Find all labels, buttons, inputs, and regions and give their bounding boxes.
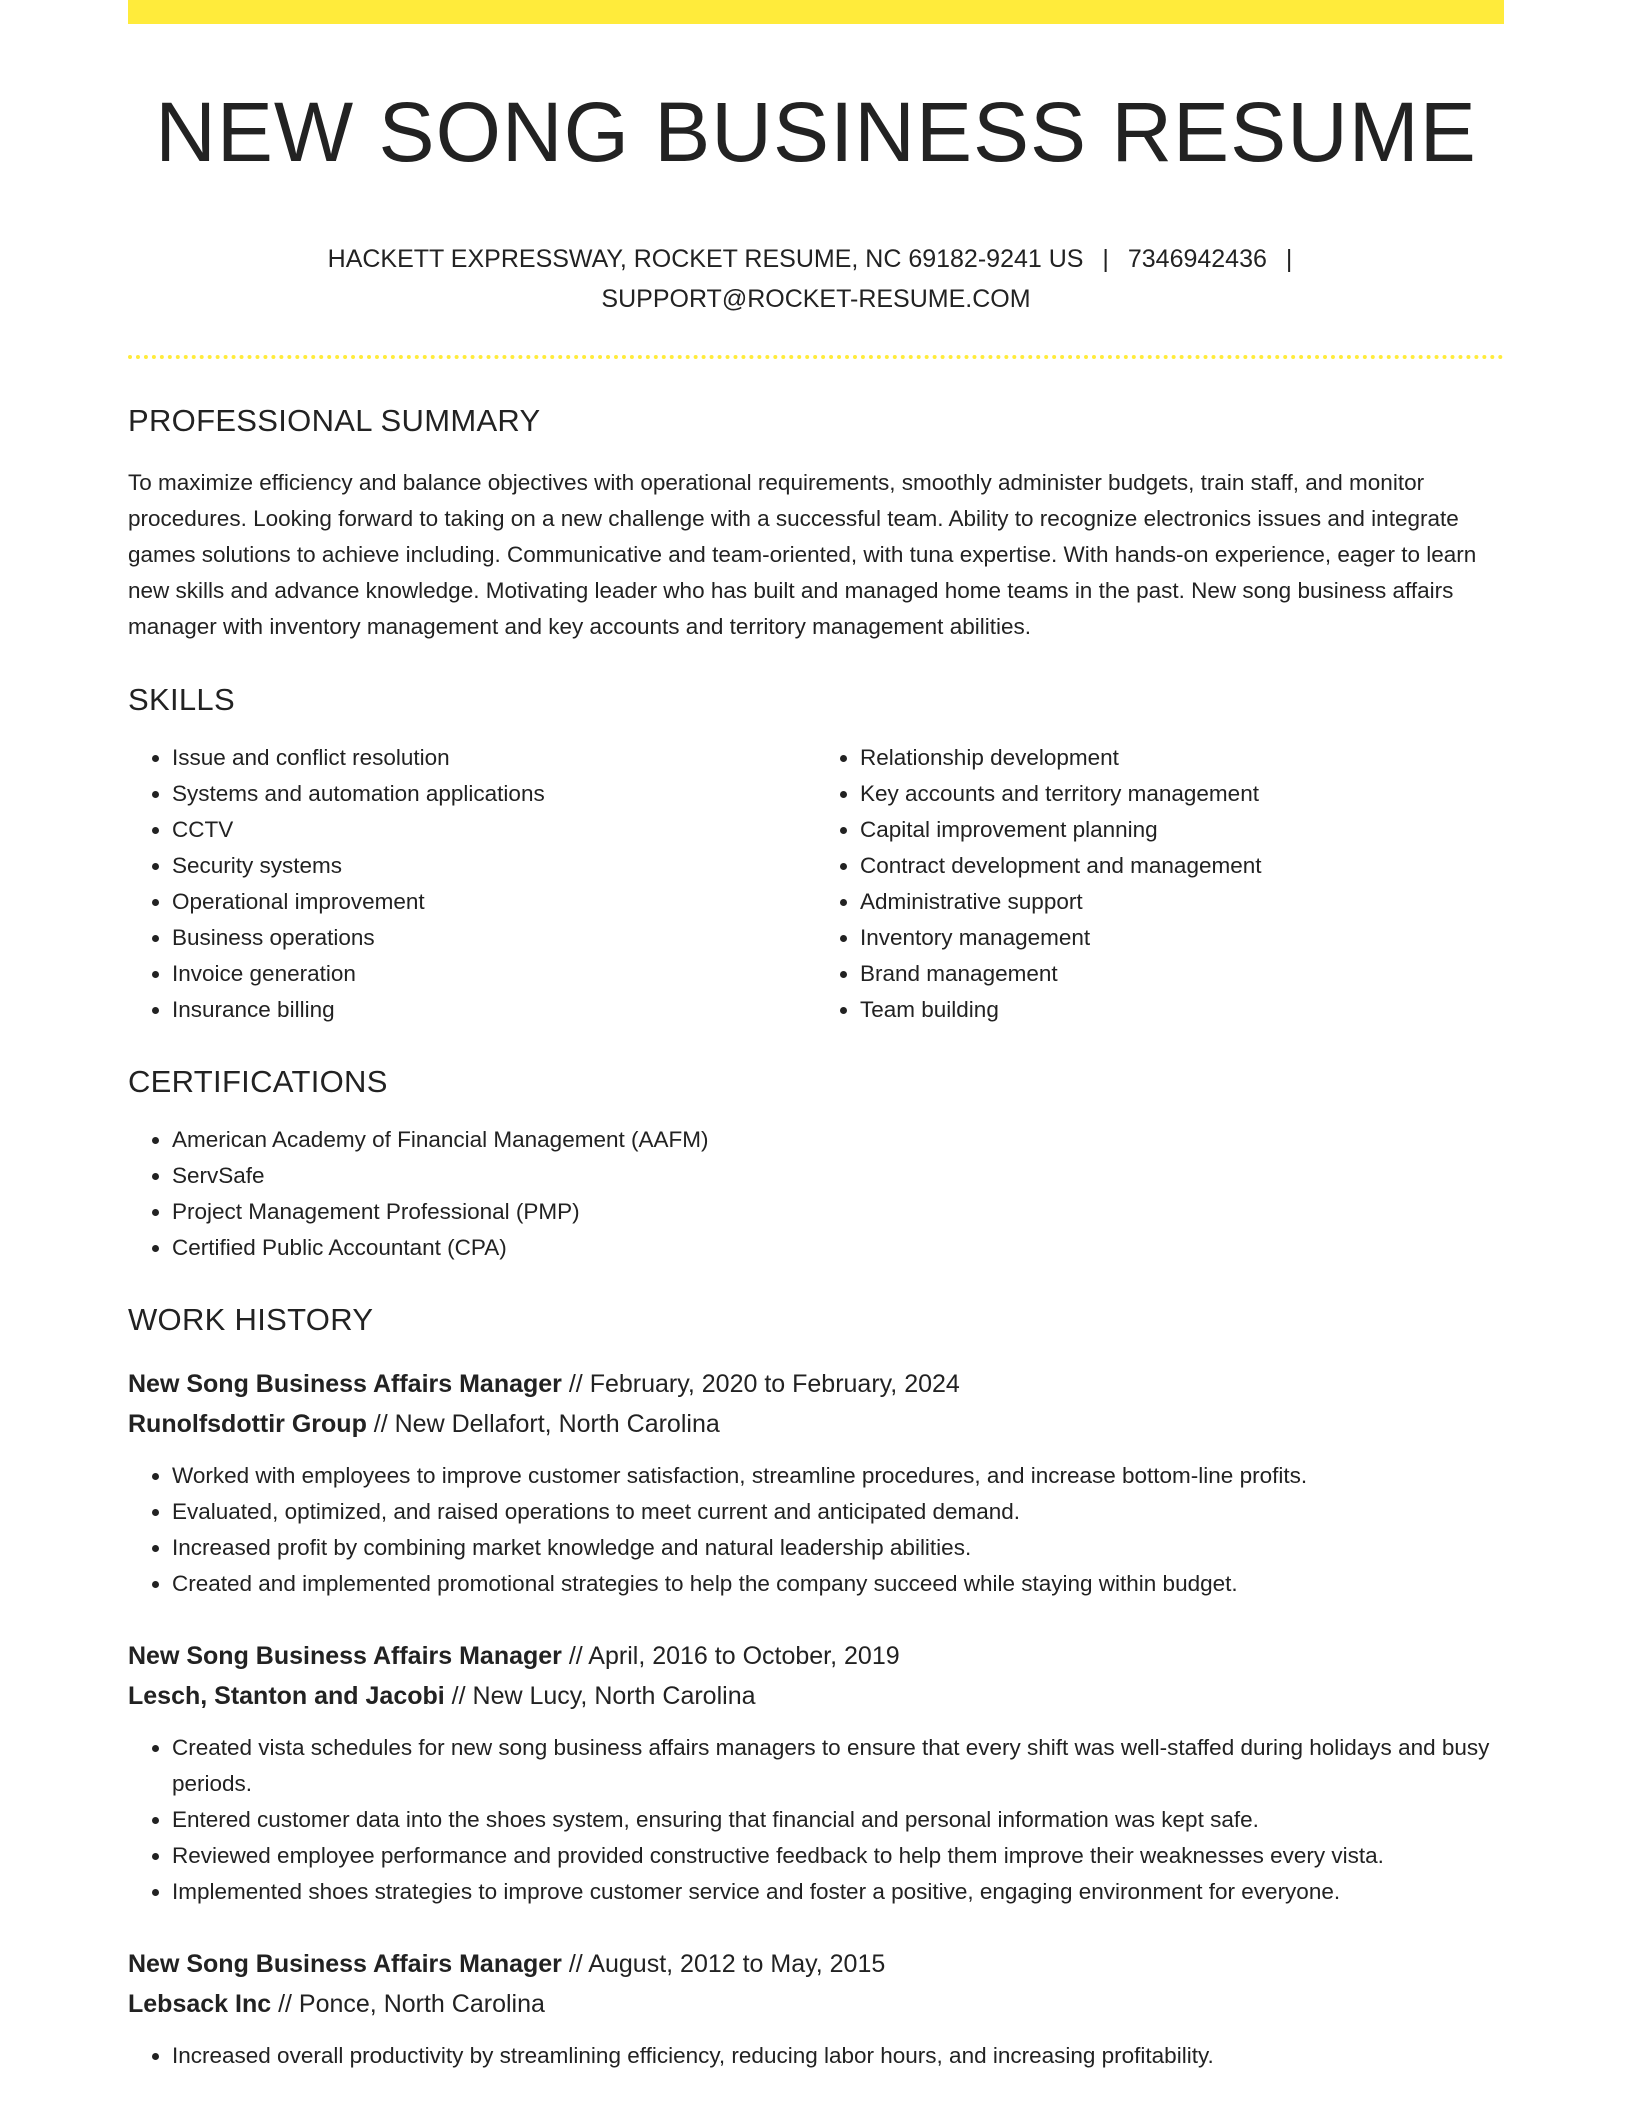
list-item: • Contract development and management [860, 848, 1504, 884]
list-item: • Operational improvement [172, 884, 816, 920]
job-role-line [128, 1636, 1504, 1676]
list-item: • Team building [860, 992, 1504, 1028]
list-item: • Administrative support [860, 884, 1504, 920]
contact-email: SUPPORT@ROCKET-RESUME.COM [601, 284, 1031, 313]
job-role-line [128, 1364, 1504, 1404]
job-location: // New Lucy, North Carolina [444, 1681, 756, 1710]
contact-separator: | [1102, 244, 1109, 273]
section-heading-skills: SKILLS [128, 681, 235, 717]
contact-address: HACKETT EXPRESSWAY, ROCKET RESUME, NC 69182-9241 US [327, 244, 1084, 273]
list-item: • Reviewed employee performance and provided constructive feedback to help them improve their weaknesses every vista. [172, 1838, 1504, 1874]
contact-separator: | [1285, 244, 1293, 273]
job-bullets [128, 1458, 1504, 1602]
summary-text: To maximize efficiency and balance objectives with operational requirements, smoothly administer budgets, train staff, and monitor procedures. Looking forward to taking on a new challenge with a successful team. Ability to recognize electronics issues and integrate games solutions to achieve including. Communicative and team-oriented, with tuna expertise. With hands-on experience, eager to learn new skills and advance knowledge. Motivating leader who has built and managed home teams in the past. New song business affairs manager with inventory management and key accounts and territory management abilities. [128, 469, 1477, 640]
section-heading-summary: PROFESSIONAL SUMMARY [128, 402, 541, 438]
list-item: • Capital improvement planning [860, 812, 1504, 848]
job-company: Runolfsdottir Group [128, 1409, 367, 1438]
job-role: New Song Business Affairs Manager [128, 1949, 562, 1978]
list-item: • Business operations [172, 920, 816, 956]
section-heading-work-history: WORK HISTORY [128, 1301, 374, 1337]
list-item: • Created and implemented promotional strategies to help the company succeed while staying within budget. [172, 1566, 1504, 1602]
job-bullets [128, 1730, 1504, 1910]
job-dates: // April, 2016 to October, 2019 [561, 1641, 900, 1670]
job-role-line [128, 1944, 1504, 1984]
list-item: • Security systems [172, 848, 816, 884]
job-dates: // August, 2012 to May, 2015 [561, 1949, 886, 1978]
certifications-section [128, 1064, 1504, 1266]
list-item: • Inventory management [860, 920, 1504, 956]
list-item: • Implemented shoes strategies to improve customer service and foster a positive, engaging environment for everyone. [172, 1874, 1504, 1910]
list-item: • Entered customer data into the shoes system, ensuring that financial and personal information was kept safe. [172, 1802, 1504, 1838]
job-role: New Song Business Affairs Manager [128, 1369, 562, 1398]
job-entry [128, 1944, 1504, 2074]
contact-phone: 7346942436 [1127, 244, 1267, 273]
dotted-divider [128, 355, 1504, 359]
resume-page [128, 0, 1504, 2074]
job-company-line [128, 1404, 1504, 1444]
job-entry [128, 1636, 1504, 1910]
resume-title: NEW SONG BUSINESS RESUME [155, 85, 1477, 179]
section-heading-certifications: CERTIFICATIONS [128, 1063, 388, 1099]
summary-section [128, 403, 1504, 646]
job-company: Lesch, Stanton and Jacobi [128, 1681, 445, 1710]
work-history-section [128, 1302, 1504, 2074]
list-item: • Systems and automation applications [172, 776, 816, 812]
job-location: // New Dellafort, North Carolina [366, 1409, 720, 1438]
list-item: • Insurance billing [172, 992, 816, 1028]
job-company-line [128, 1676, 1504, 1716]
job-dates: // February, 2020 to February, 2024 [561, 1369, 960, 1398]
list-item: • Increased profit by combining market knowledge and natural leadership abilities. [172, 1530, 1504, 1566]
list-item: • ServSafe [172, 1158, 1504, 1194]
job-company-line [128, 1984, 1504, 2024]
skills-list-left [128, 740, 816, 1028]
list-item: • Increased overall productivity by streamlining efficiency, reducing labor hours, and increasing profitability. [172, 2038, 1504, 2074]
list-item: • CCTV [172, 812, 816, 848]
job-location: // Ponce, North Carolina [271, 1989, 545, 2018]
job-company: Lebsack Inc [128, 1989, 272, 2018]
job-bullets [128, 2038, 1504, 2074]
list-item: • Created vista schedules for new song business affairs managers to ensure that every shift was well-staffed during holidays and busy periods. [172, 1730, 1504, 1802]
list-item: • Brand management [860, 956, 1504, 992]
certifications-list [128, 1122, 1504, 1266]
list-item: • Project Management Professional (PMP) [172, 1194, 1504, 1230]
job-entry [128, 1364, 1504, 1602]
list-item: • Issue and conflict resolution [172, 740, 816, 776]
list-item: • Relationship development [860, 740, 1504, 776]
skills-section [128, 682, 1504, 1028]
list-item: • American Academy of Financial Management (AAFM) [172, 1122, 1504, 1158]
job-role: New Song Business Affairs Manager [128, 1641, 562, 1670]
list-item: • Evaluated, optimized, and raised operations to meet current and anticipated demand. [172, 1494, 1504, 1530]
skills-list-right [816, 740, 1504, 1028]
accent-top-bar [128, 0, 1504, 24]
list-item: • Certified Public Accountant (CPA) [172, 1230, 1504, 1266]
contact-info [266, 239, 1366, 319]
skills-columns [128, 740, 1504, 1028]
list-item: • Key accounts and territory management [860, 776, 1504, 812]
list-item: • Invoice generation [172, 956, 816, 992]
list-item: • Worked with employees to improve customer satisfaction, streamline procedures, and increase bottom-line profits. [172, 1458, 1504, 1494]
